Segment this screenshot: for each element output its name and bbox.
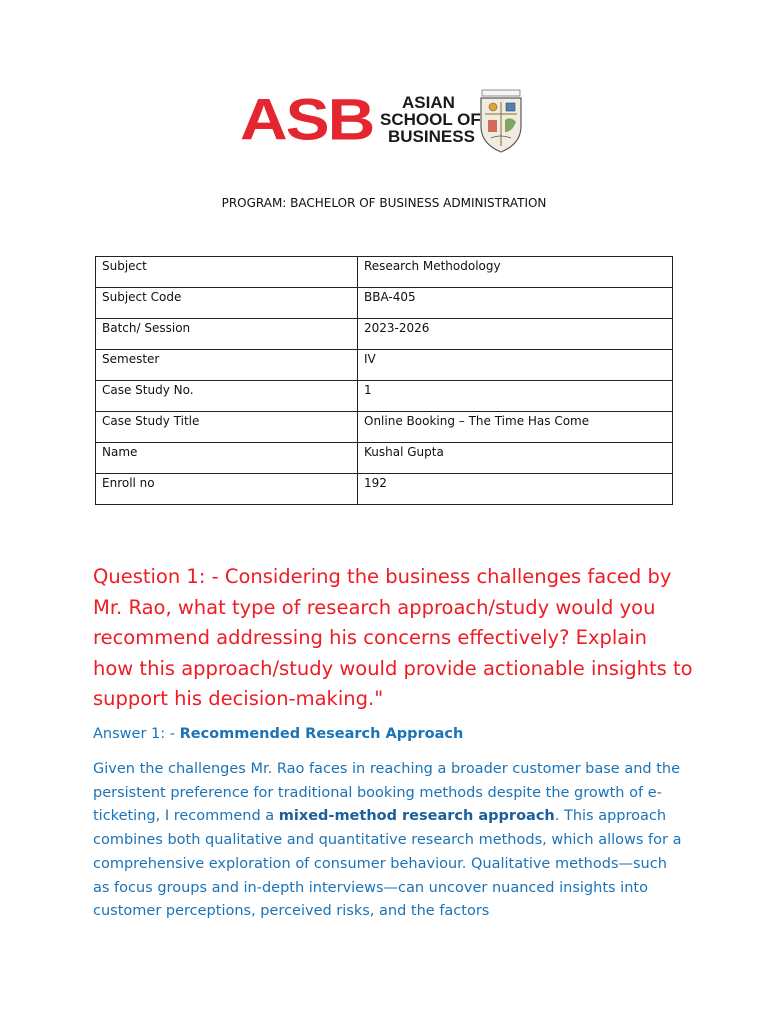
answer-title: Recommended Research Approach bbox=[179, 726, 464, 742]
row-label: Subject Code bbox=[96, 288, 358, 319]
row-value: Kushal Gupta bbox=[358, 443, 673, 474]
table-row bbox=[96, 474, 673, 505]
answer-heading bbox=[93, 726, 463, 742]
table-row bbox=[96, 288, 673, 319]
row-label: Name bbox=[96, 443, 358, 474]
case-info-table bbox=[95, 256, 673, 505]
answer-body-bold: mixed-method research approach bbox=[278, 808, 555, 825]
asb-logo bbox=[240, 88, 530, 156]
table-row bbox=[96, 443, 673, 474]
row-label: Subject bbox=[96, 257, 358, 288]
row-label: Case Study Title bbox=[96, 412, 358, 443]
question-1: Question 1: - Considering the business challenges faced by Mr. Rao, what type of research approach/study would you recommend addressing his concerns effectively? Explain how this approach/study would provide actionable insights to support his decision-making." bbox=[93, 565, 693, 710]
row-value: BBA-405 bbox=[358, 288, 673, 319]
program-title: PROGRAM: BACHELOR OF BUSINESS ADMINISTRATION bbox=[221, 196, 547, 210]
table-row bbox=[96, 257, 673, 288]
table-row bbox=[96, 412, 673, 443]
answer-body bbox=[93, 758, 683, 924]
table-row bbox=[96, 350, 673, 381]
logo-mark: ASB bbox=[240, 86, 374, 152]
row-value: IV bbox=[358, 350, 673, 381]
answer-body-text-2: . This approach combines both qualitative and quantitative research methods, which allows for a comprehensive exploration of consumer behaviour. Qualitative methods—such as focus groups and in-depth interviews—can uncover nuanced insights into customer perceptions, perceived risks, and the factors bbox=[93, 808, 682, 920]
table-row bbox=[96, 381, 673, 412]
row-value: 2023-2026 bbox=[358, 319, 673, 350]
crest-icon bbox=[476, 88, 526, 154]
logo-line-1: ASIAN bbox=[402, 93, 455, 112]
row-label: Batch/ Session bbox=[96, 319, 358, 350]
row-value: Online Booking – The Time Has Come bbox=[358, 412, 673, 443]
row-value: Research Methodology bbox=[358, 257, 673, 288]
logo-line-3: BUSINESS bbox=[388, 127, 475, 146]
answer-prefix: Answer 1: - bbox=[93, 726, 180, 742]
table-row bbox=[96, 319, 673, 350]
row-value: 192 bbox=[358, 474, 673, 505]
row-value: 1 bbox=[358, 381, 673, 412]
row-label: Enroll no bbox=[96, 474, 358, 505]
row-label: Semester bbox=[96, 350, 358, 381]
logo-school-name bbox=[380, 94, 481, 145]
logo-line-2: SCHOOL OF bbox=[380, 110, 481, 129]
answer-body-text-1: Given the challenges Mr. Rao faces in reaching a broader customer base and the persistent preference for traditional booking methods despite the growth of e-ticketing, I recommend a bbox=[93, 761, 681, 825]
row-label: Case Study No. bbox=[96, 381, 358, 412]
